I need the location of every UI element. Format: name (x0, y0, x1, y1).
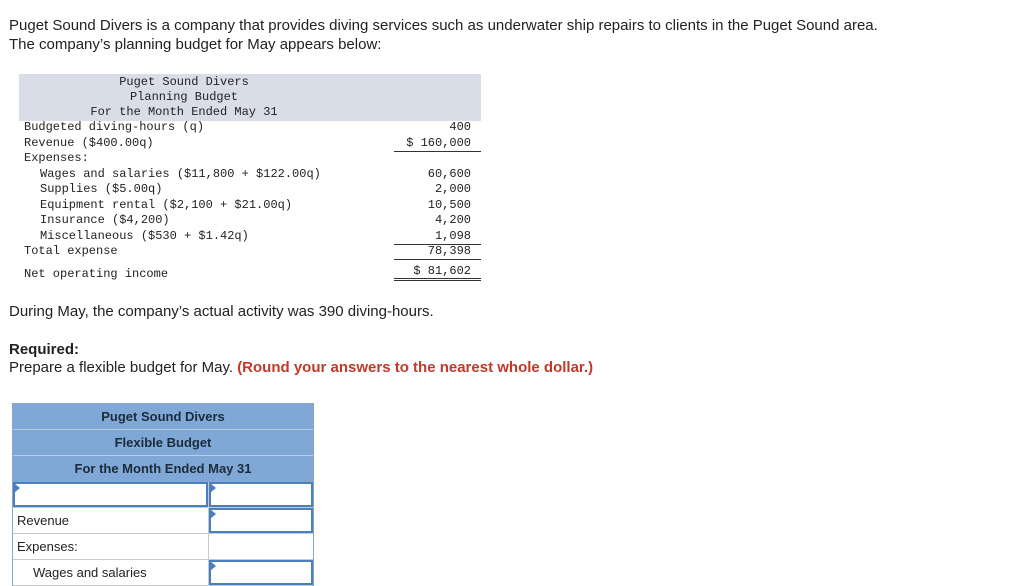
fb-revenue-cell[interactable] (209, 508, 313, 533)
pb-row-revenue: Revenue ($400.00q) $ 160,000 (19, 136, 481, 152)
planning-budget-header (19, 74, 481, 121)
planning-budget-title-company: Puget Sound Divers (119, 75, 249, 89)
intro-text (9, 16, 878, 54)
intro-line-1: Puget Sound Divers is a company that provides diving services such as underwater ship repairs to clients in the Puget Sound area. (9, 17, 878, 34)
fb-row-revenue (13, 508, 313, 534)
fb-expenses-label: Expenses: (13, 534, 209, 559)
flexible-budget-period: For the Month Ended May 31 (13, 456, 313, 482)
fb-revenue-label: Revenue (13, 508, 209, 533)
fb-row-activity (13, 482, 313, 508)
fb-activity-label-cell[interactable] (13, 482, 209, 507)
pb-row-insurance: Insurance ($4,200) 4,200 (40, 213, 471, 227)
pb-row-net-income: Net operating income $ 81,602 (19, 262, 481, 281)
required-section (9, 341, 593, 377)
flexible-budget-table (12, 403, 314, 586)
intro-line-2: The company’s planning budget for May appears below: (9, 36, 382, 53)
pb-row-diving-hours: Budgeted diving-hours (q) 400 (24, 120, 471, 134)
flexible-budget-title-company: Puget Sound Divers (13, 404, 313, 430)
pb-row-expenses: Expenses: (24, 151, 89, 165)
planning-budget-period: For the Month Ended May 31 (90, 105, 278, 119)
wages-input[interactable] (209, 560, 313, 585)
fb-row-expenses (13, 534, 313, 560)
flexible-budget-title: Flexible Budget (13, 430, 313, 456)
fb-row-wages (13, 560, 313, 586)
pb-row-misc: Miscellaneous ($530 + $1.42q) 1,098 (19, 229, 481, 245)
fb-activity-value-cell[interactable] (209, 482, 313, 507)
activity-value-input[interactable] (209, 482, 313, 507)
fb-expenses-blank (209, 534, 313, 559)
pb-row-total-expense: Total expense 78,398 (19, 244, 481, 260)
fb-wages-label: Wages and salaries (13, 560, 209, 585)
pb-row-wages: Wages and salaries ($11,800 + $122.00q) 60,600 (40, 166, 471, 181)
pb-row-equipment: Equipment rental ($2,100 + $21.00q) 10,500 (40, 197, 471, 212)
required-heading: Required: (9, 341, 80, 358)
fb-wages-cell[interactable] (209, 560, 313, 585)
planning-budget (19, 74, 481, 281)
required-text: Prepare a flexible budget for May. (9, 359, 234, 376)
rounding-note: (Round your answers to the nearest whole dollar.) (237, 359, 594, 376)
pb-row-supplies: Supplies ($5.00q) 2,000 (40, 182, 471, 196)
revenue-input[interactable] (209, 508, 313, 533)
planning-budget-title: Planning Budget (129, 90, 239, 104)
activity-label-input[interactable] (13, 482, 208, 507)
activity-statement: During May, the company’s actual activity was 390 diving-hours. (9, 303, 434, 320)
